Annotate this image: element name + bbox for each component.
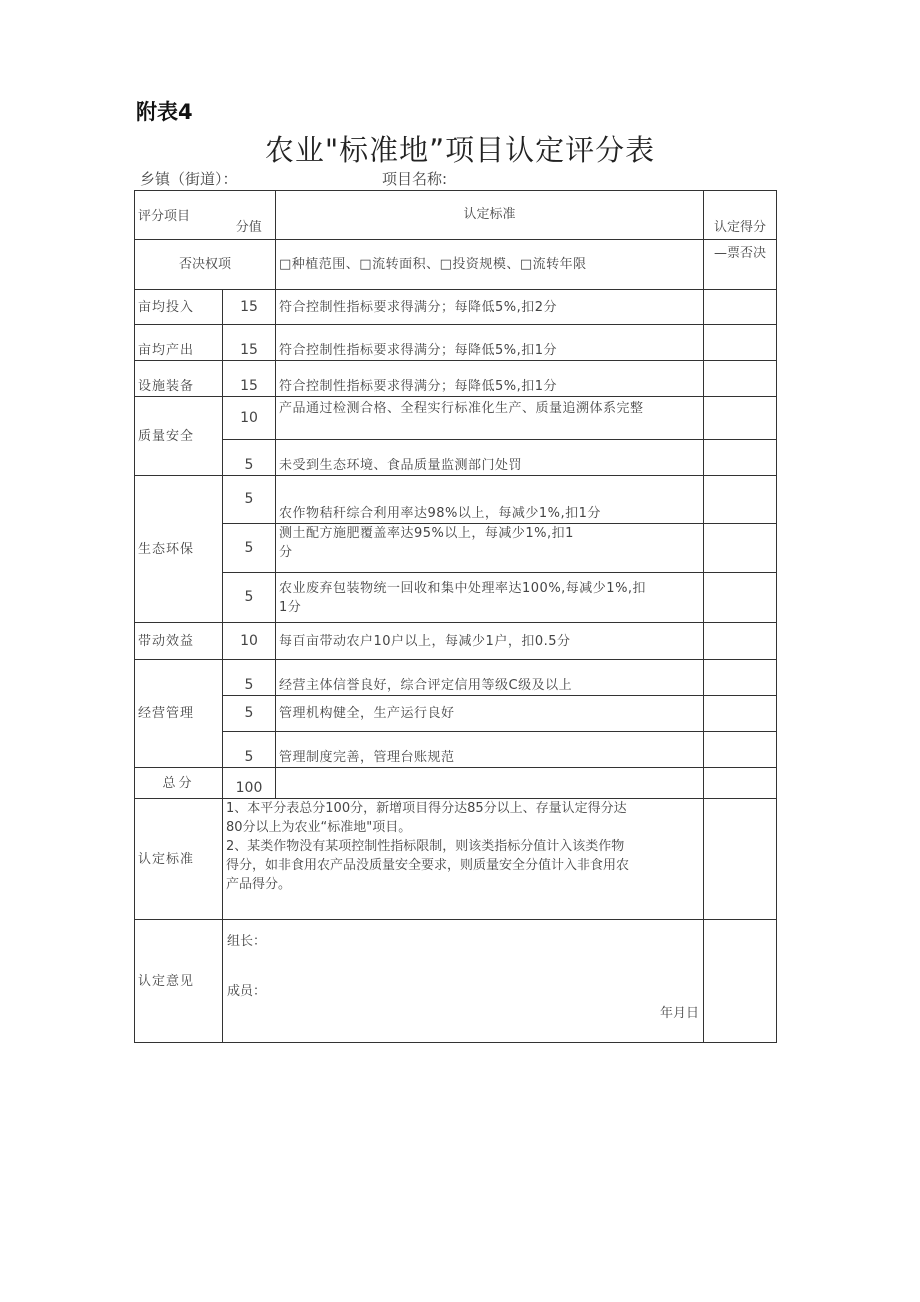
score-cell: 5: [223, 696, 276, 732]
total-criteria-cell: [276, 768, 704, 799]
table-row: [135, 732, 777, 768]
criteria-cell: 管理机构健全，生产运行良好: [276, 696, 704, 732]
criteria-line: 分: [279, 545, 293, 560]
table-row: [135, 660, 777, 696]
header-result: 认定得分: [704, 191, 777, 240]
criteria-cell: [276, 524, 704, 573]
appendix-label: 附表4: [136, 100, 193, 124]
table-row: [135, 476, 777, 524]
score-cell: 10: [223, 623, 276, 660]
total-result-cell[interactable]: [704, 768, 777, 799]
score-cell: 5: [223, 660, 276, 696]
score-cell: 15: [223, 361, 276, 397]
score-cell: 10: [223, 397, 276, 440]
category-cell: 生态环保: [135, 476, 223, 623]
result-cell[interactable]: [704, 440, 777, 476]
date-label: 年月日: [659, 1006, 699, 1021]
result-cell[interactable]: [704, 573, 777, 623]
category-cell: 经营管理: [135, 660, 223, 768]
criteria-cell: 符合控制性指标要求得满分；每降低5%,扣1分: [276, 325, 704, 361]
score-cell: 5: [223, 732, 276, 768]
header-item: 评分项目: [135, 191, 223, 240]
criteria-cell: 符合控制性指标要求得满分；每降低5%,扣1分: [276, 361, 704, 397]
header-criteria: 认定标准: [276, 191, 704, 240]
score-cell: 15: [223, 290, 276, 325]
table-row: [135, 440, 777, 476]
criteria-cell: 经营主体信誉良好，综合评定信用等级C级及以上: [276, 660, 704, 696]
criteria-cell: 符合控制性指标要求得满分；每降低5%,扣2分: [276, 290, 704, 325]
page-title: 农业"标准地”项目认定评分表: [264, 133, 656, 167]
table-row: [135, 696, 777, 732]
result-cell[interactable]: [704, 476, 777, 524]
standard-result-cell: [704, 799, 777, 920]
opinion-box: [223, 920, 704, 1043]
veto-result: —票否决: [704, 240, 777, 290]
table-row: [135, 524, 777, 573]
score-cell: 15: [223, 325, 276, 361]
criteria-line: 测土配方施肥覆盖率达95%以上，每减少1%,扣1: [279, 526, 574, 541]
result-cell[interactable]: [704, 397, 777, 440]
result-cell[interactable]: [704, 325, 777, 361]
table-row: [135, 290, 777, 325]
standard-label: 认定标准: [135, 799, 223, 920]
standard-row: [135, 799, 777, 920]
township-label: 乡镇（街道）：: [140, 170, 238, 188]
standard-line: 2、某类作物没有某项控制性指标限制，则该类指标分值计入该类作物: [226, 839, 625, 854]
opinion-result-cell: [704, 920, 777, 1043]
veto-row: [135, 240, 777, 290]
table-row: [135, 397, 777, 440]
leader-label: 组长：: [227, 934, 267, 949]
project-name-label: 项目名称:: [382, 170, 448, 188]
total-score: 100: [223, 768, 276, 799]
result-cell[interactable]: [704, 361, 777, 397]
table-row: [135, 623, 777, 660]
score-cell: 5: [223, 440, 276, 476]
result-cell[interactable]: [704, 660, 777, 696]
criteria-cell: 每百亩带动农户10户以上，每减少1户，扣0.5分: [276, 623, 704, 660]
score-cell: 5: [223, 524, 276, 573]
criteria-cell: 未受到生态环境、食品质量监测部门处罚: [276, 440, 704, 476]
standard-line: 1、本平分表总分100分，新增项目得分达85分以上、存量认定得分达: [226, 801, 627, 816]
standard-text: [223, 799, 704, 920]
total-label: 总分: [135, 768, 223, 799]
table-row: [135, 573, 777, 623]
criteria-line: 1分: [279, 599, 302, 615]
category-cell: 亩均产出: [135, 325, 223, 361]
score-cell: 5: [223, 476, 276, 524]
result-cell[interactable]: [704, 524, 777, 573]
criteria-cell: 管理制度完善，管理台账规范: [276, 732, 704, 768]
standard-line: 产品得分。: [226, 877, 292, 892]
criteria-line: 农业废弃包装物统一回收和集中处理率达100%,每减少1%,扣: [279, 580, 647, 596]
scoring-table: [134, 190, 777, 1043]
standard-line: 80分以上为农业“标准地"项目。: [226, 820, 412, 835]
result-cell[interactable]: [704, 696, 777, 732]
total-row: [135, 768, 777, 799]
category-cell: 带动效益: [135, 623, 223, 660]
criteria-cell: 产品通过检测合格、全程实行标准化生产、质量追溯体系完整: [276, 397, 704, 440]
criteria-cell: 农作物秸秆综合利用率达98%以上，每减少1%,扣1分: [276, 476, 704, 524]
veto-label: 否决权项: [135, 240, 276, 290]
score-cell: 5: [223, 573, 276, 623]
table-header-row: [135, 191, 777, 240]
result-cell[interactable]: [704, 623, 777, 660]
table-row: [135, 361, 777, 397]
category-cell: 亩均投入: [135, 290, 223, 325]
criteria-cell: [276, 573, 704, 623]
standard-line: 得分，如非食用农产品没质量安全要求，则质量安全分值计入非食用农: [226, 858, 630, 873]
opinion-row: [135, 920, 777, 1043]
result-cell[interactable]: [704, 290, 777, 325]
members-label: 成员：: [227, 984, 267, 999]
result-cell[interactable]: [704, 732, 777, 768]
table-row: [135, 325, 777, 361]
category-cell: 质量安全: [135, 397, 223, 476]
opinion-label: 认定意见: [135, 920, 223, 1043]
category-cell: 设施装备: [135, 361, 223, 397]
header-score: 分值: [223, 191, 276, 240]
veto-options: □种植范围、□流转面积、□投资规模、□流转年限: [276, 240, 704, 290]
